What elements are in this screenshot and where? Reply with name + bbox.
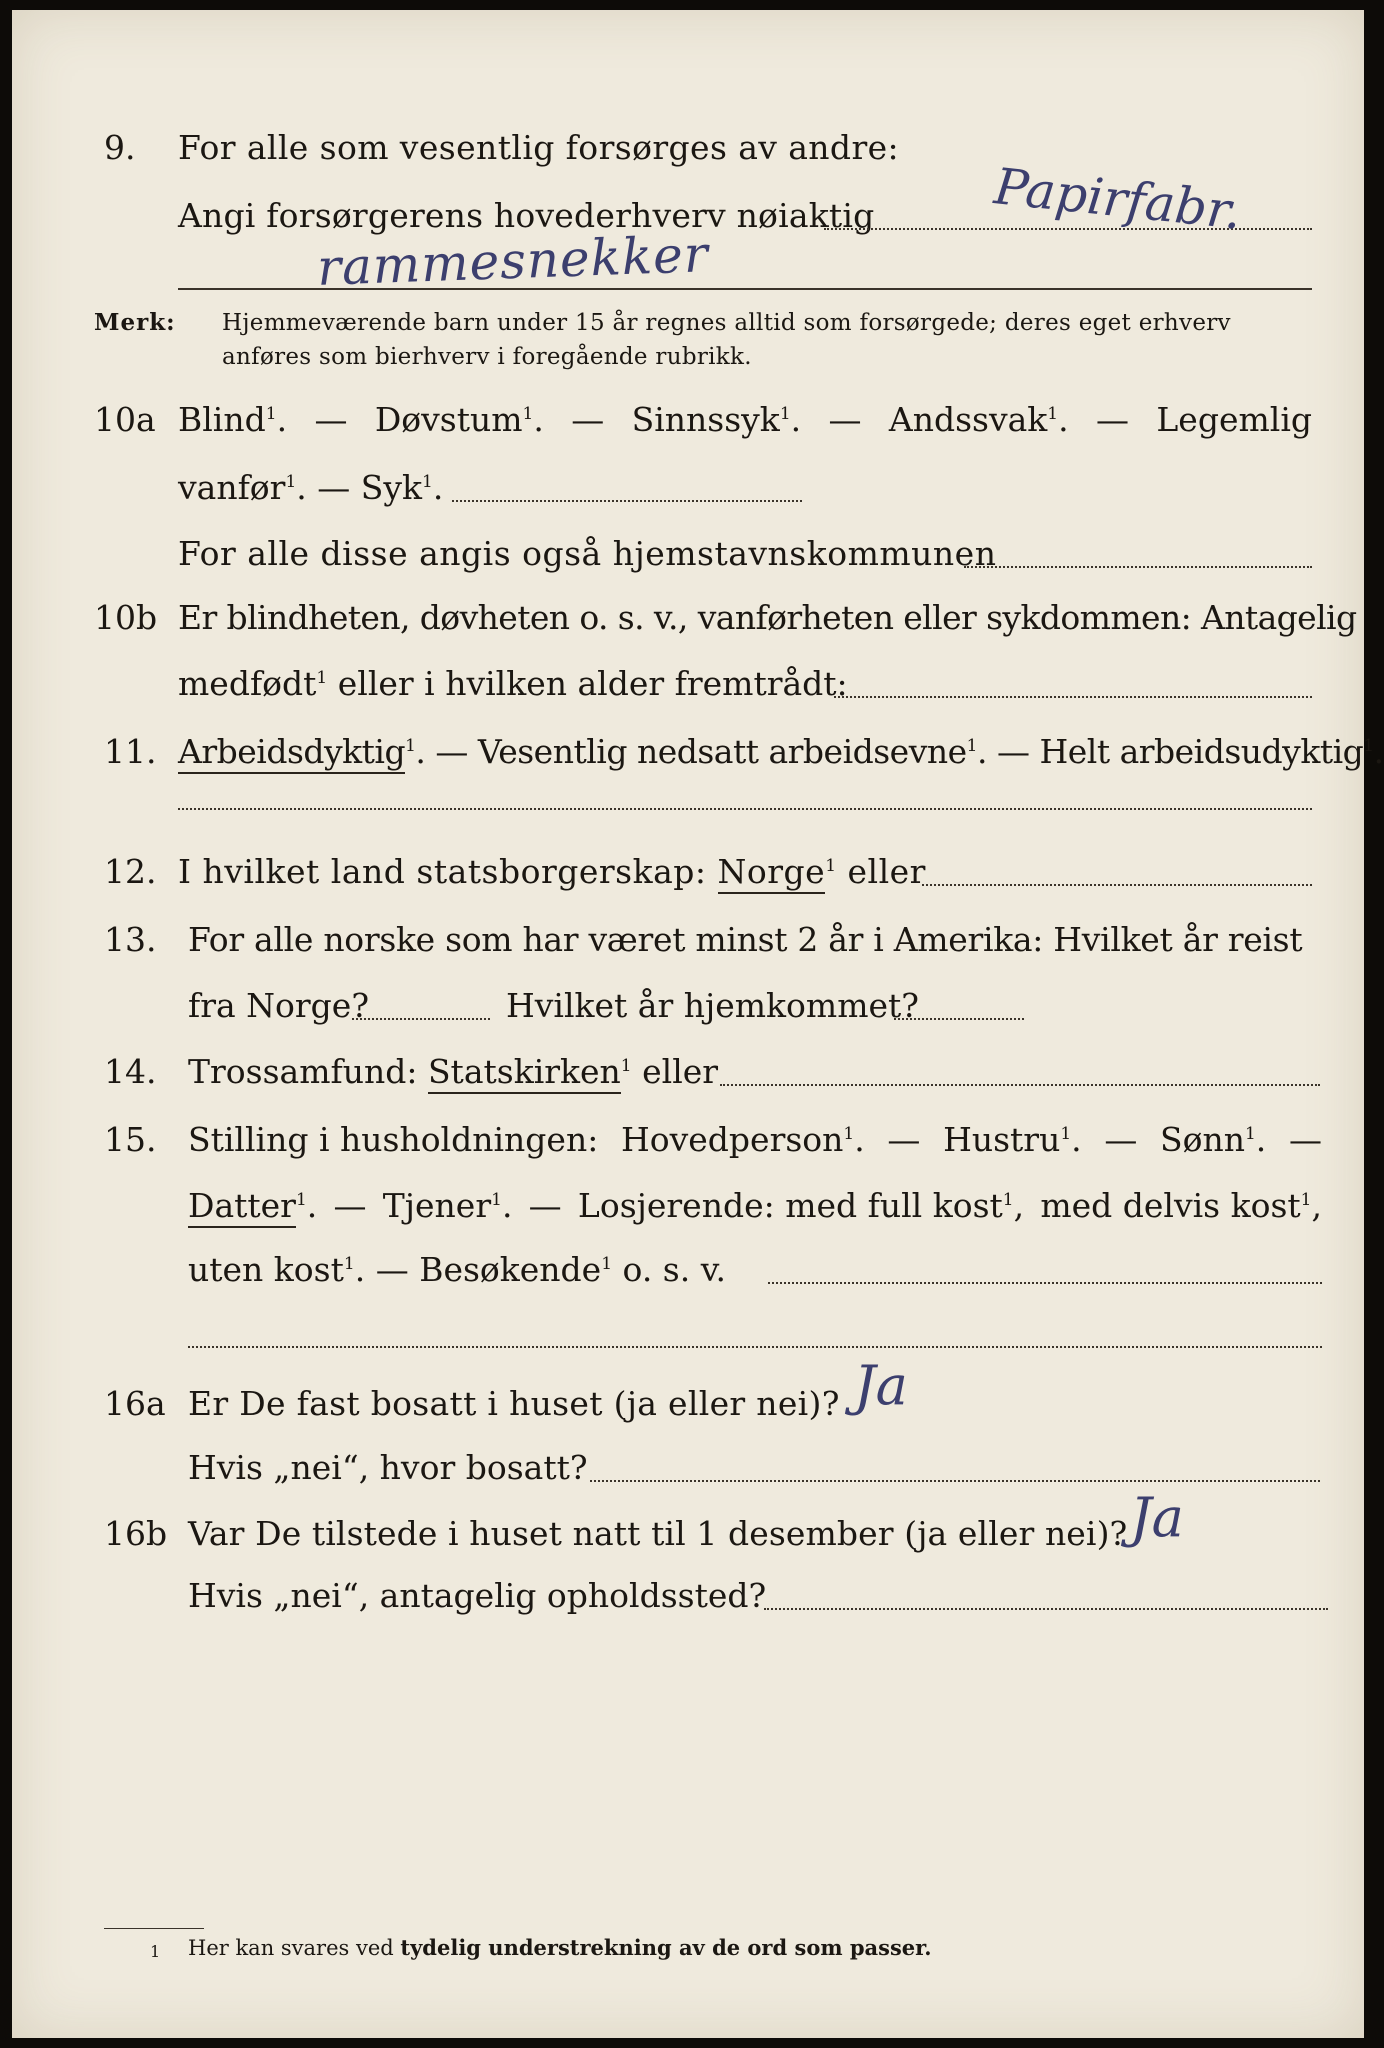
q16b-handwritten-answer: Ja	[1130, 1486, 1184, 1549]
q10a-option-syk: Syk$^1$.	[360, 468, 444, 507]
q15-option-besokende: Besøkende$^1$	[419, 1250, 613, 1289]
q15-line3: uten kost$^1$. — Besøkende$^1$ o. s. v.	[188, 1250, 726, 1289]
q11-option-arbeidsdyktig: Arbeidsdyktig	[178, 732, 405, 774]
q12-dotline	[922, 884, 1312, 886]
q10b-rest: eller i hvilken alder fremtrådt:	[337, 664, 848, 703]
q15-option-sonn: Sønn$^1$.	[1159, 1120, 1267, 1159]
q9-number: 9.	[104, 128, 136, 167]
q15-number: 15.	[104, 1120, 157, 1159]
q10a-option-vanfor: vanfør$^1$.	[178, 468, 307, 507]
q13-hjemkommet-dotline	[894, 1018, 1024, 1020]
q15-option-hustru: Hustru$^1$.	[943, 1120, 1082, 1159]
q12-number: 12.	[104, 852, 157, 891]
sep: —	[1096, 400, 1129, 439]
q10b-line2: medfødt$^1$ eller i hvilken alder fremtrådt:	[178, 664, 848, 703]
q11-option-vesentlig: Vesentlig nedsatt arbeidsevne	[477, 732, 967, 771]
q9-handwritten-answer1: Papirfabr.	[991, 157, 1245, 241]
q14-option-statskirken: Statskirken	[428, 1052, 621, 1094]
q15-option-delvis: med delvis kost$^1$,	[1040, 1186, 1322, 1225]
q9-handwritten-answer2: rammesnekker	[316, 225, 710, 297]
q16b-dotline	[764, 1608, 1328, 1610]
q10a-line1	[178, 400, 1312, 440]
q14-text: Trossamfund:	[188, 1052, 418, 1091]
q15-option-datter: Datter$^1$.	[188, 1186, 317, 1226]
q13-number: 13.	[104, 920, 157, 959]
q12-text: I hvilket land statsborgerskap:	[178, 852, 707, 891]
q15-dotline	[768, 1282, 1322, 1284]
q15-lead: Stilling i husholdningen:	[188, 1120, 599, 1159]
footnote-part1: Her kan svares ved	[188, 1936, 394, 1960]
q11-dotline	[178, 808, 1312, 810]
q16b-line1: Var De tilstede i huset natt til 1 desember (ja eller nei)?	[188, 1514, 1128, 1553]
census-form-page	[12, 10, 1384, 2038]
q9-line2: Angi forsørgerens hovederhverv nøiaktig	[178, 196, 875, 235]
footnote-text	[188, 1934, 932, 1962]
q13-fra-norge: fra Norge?	[188, 986, 370, 1025]
q10a-option-legemlig: Legemlig	[1156, 400, 1312, 439]
footnote-mark: 1	[150, 1942, 161, 1961]
q15-option-tjener: Tjener$^1$.	[382, 1186, 513, 1225]
q16a-handwritten-answer: Ja	[854, 1354, 908, 1417]
sep: —	[828, 400, 862, 439]
q15-option-losjerende: Losjerende: med full kost$^1$,	[577, 1186, 1025, 1225]
q10a-option-sinnssyk: Sinnssyk$^1$.	[631, 400, 802, 439]
q16a-line2: Hvis „nei“, hvor bosatt?	[188, 1448, 588, 1487]
q13-line1: For alle norske som har været minst 2 år i Amerika: Hvilket år reist	[188, 920, 1303, 959]
footnote-rule	[104, 1928, 204, 1929]
sep: —	[314, 400, 348, 439]
q10b-number: 10b	[94, 598, 158, 637]
q11-line: Arbeidsdyktig$^1$. — Vesentlig nedsatt arbeidsevne$^1$. — Helt arbeidsudyktig$^1$.	[178, 732, 1384, 772]
q11-number: 11.	[104, 732, 157, 771]
q12-eller: eller	[847, 852, 926, 891]
q16a-number: 16a	[104, 1384, 166, 1423]
q10b-line1: Er blindheten, døvheten o. s. v., vanførheten eller sykdommen: Antagelig	[178, 598, 1357, 637]
q9-line1: For alle som vesentlig forsørges av andre:	[178, 128, 900, 167]
q13-fra-dotline	[352, 1018, 490, 1020]
merk-label: Merk:	[94, 309, 176, 336]
q10b-medfodt: medfødt	[178, 664, 317, 703]
q16b-line2: Hvis „nei“, antagelig opholdssted?	[188, 1576, 767, 1615]
q15-osv: o. s. v.	[622, 1250, 726, 1289]
q10a-option-andssvak: Andssvak$^1$.	[888, 400, 1069, 439]
q13-hjemkommet: Hvilket år hjemkommet?	[506, 986, 919, 1025]
q10a-hjemstavn-dotline	[964, 566, 1312, 568]
q10a-line2	[178, 468, 443, 508]
footnote-part2: tydelig understrekning av de ord som passer.	[400, 1935, 932, 1960]
q16a-dotline	[590, 1480, 1320, 1482]
q14-line: Trossamfund: Statskirken$^1$ eller	[188, 1052, 718, 1092]
q12-option-norge: Norge	[718, 852, 826, 894]
q10a-number: 10a	[94, 400, 156, 439]
q15-extra-dotline	[188, 1346, 1322, 1348]
q10a-option-dovstum: Døvstum$^1$.	[374, 400, 544, 439]
q14-dotline	[720, 1084, 1320, 1086]
q15-line1: Stilling i husholdningen: Hovedperson$^1$. — Hustru$^1$. — Sønn$^1$. —	[188, 1120, 1322, 1159]
q16a-line1: Er De fast bosatt i huset (ja eller nei)?	[188, 1384, 840, 1423]
q12-line: I hvilket land statsborgerskap: Norge$^1$ eller	[178, 852, 926, 892]
q10a-syk-dotline	[452, 500, 802, 502]
q11-option-helt: Helt arbeidsudyktig	[1039, 732, 1364, 771]
q10a-option-blind: Blind$^1$.	[178, 400, 288, 439]
merk-line1: Hjemmeværende barn under 15 år regnes alltid som forsørgede; deres eget erhverv	[222, 310, 1231, 336]
q10b-dotline	[834, 696, 1312, 698]
q10a-line3: For alle disse angis også hjemstavnskommunen	[178, 534, 997, 573]
q14-eller: eller	[642, 1052, 719, 1091]
merk-line2: anføres som bierhverv i foregående rubrikk.	[222, 344, 752, 370]
q16b-number: 16b	[104, 1514, 168, 1553]
q15-line2: Datter$^1$. — Tjener$^1$. — Losjerende: med full kost$^1$, med delvis kost$^1$,	[188, 1186, 1322, 1226]
q14-number: 14.	[104, 1052, 157, 1091]
q15-option-hovedperson: Hovedperson$^1$.	[620, 1120, 865, 1159]
sep: —	[317, 468, 351, 507]
sep: —	[571, 400, 605, 439]
q15-option-uten: uten kost$^1$.	[188, 1250, 366, 1289]
